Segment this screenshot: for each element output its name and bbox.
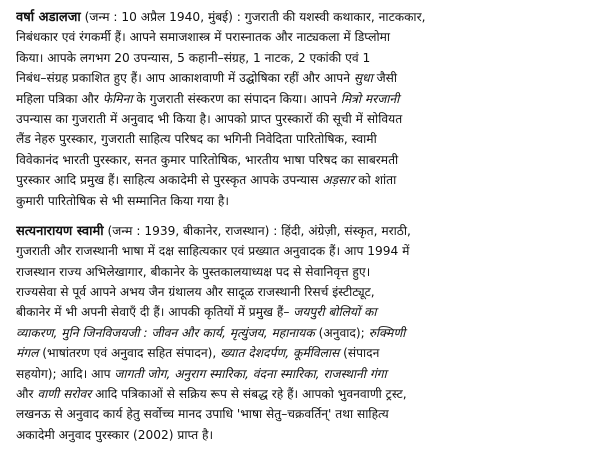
text-run: निबंध–संग्रह प्रकाशित हुए हैं। आप आकाशवाणी में उद्घोषिका रहीं और आपने bbox=[16, 71, 354, 86]
text-run: महिला पत्रिका और bbox=[16, 91, 103, 106]
work-title: अड़सार bbox=[322, 173, 355, 188]
text-line bbox=[16, 191, 586, 211]
text-run: (जन्म : 10 अप्रैल 1940, मुंबई) : गुजराती की यशस्वी कथाकार, नाटककार, bbox=[80, 10, 426, 24]
work-title: वाणी सरोवर bbox=[37, 387, 92, 402]
text-run: सहयोग); आदि। आप bbox=[16, 366, 115, 381]
text-line bbox=[16, 27, 586, 47]
text-run: (भाषांतरण एवं अनुवाद सहित संपादन), bbox=[38, 346, 221, 361]
text-line bbox=[16, 150, 586, 170]
text-run: किया। आपके लगभग 20 उपन्यास, 5 कहानी–संग्रह, 1 नाटक, 2 एकांकी एवं 1 bbox=[16, 50, 371, 65]
text-run: गुजराती और राजस्थानी भाषा में दक्ष साहित्यकार एवं प्रख्यात अनुवादक हैं। आप 1994 में bbox=[16, 244, 410, 259]
text-line bbox=[16, 48, 586, 68]
text-line bbox=[16, 170, 586, 190]
text-run: (अनुवाद); bbox=[314, 325, 369, 340]
text-line bbox=[16, 302, 586, 322]
author-name: सत्यनारायण स्वामी bbox=[16, 223, 104, 239]
work-title: जयपुरी बोलियों का bbox=[293, 305, 377, 320]
text-run: और bbox=[16, 387, 38, 402]
work-title: व्याकरण, मुनि जिनविजयजी : जीवन और कार्य, मृत्युंजय, महानायक bbox=[16, 325, 315, 340]
work-title: सुधा bbox=[353, 71, 373, 86]
text-run: को शांता bbox=[354, 173, 397, 188]
text-run: उपन्यास का गुजराती में अनुवाद भी किया है। आपको प्राप्त पुरस्कारों की सूची में सोवियत bbox=[16, 111, 403, 126]
text-line bbox=[16, 282, 586, 302]
text-run: (संपादन bbox=[339, 346, 380, 361]
text-run: लखनऊ से अनुवाद कार्य हेतु सर्वोच्च मानद उपाधि 'भाषा सेतु–चक्रवर्तिन्' तथा साहित्य bbox=[16, 407, 389, 422]
text-run: आदि पत्रिकाओं से सक्रिय रूप से संबद्ध रहे हैं। आपको भुवनवाणी ट्रस्ट, bbox=[91, 387, 407, 402]
text-line bbox=[16, 384, 586, 404]
text-line bbox=[16, 68, 586, 88]
text-run: बीकानेर में भी अपनी सेवाएँ दी हैं। आपकी कृतियों में प्रमुख हैं– bbox=[16, 305, 294, 320]
author-name: वर्षा अडालजा bbox=[16, 10, 81, 25]
text-line bbox=[16, 109, 586, 129]
text-run: कुमारी पारितोषिक से भी सम्मानित किया गया है। bbox=[16, 193, 230, 208]
work-title: रुक्मिणी bbox=[368, 325, 406, 340]
text-line bbox=[16, 7, 586, 27]
work-title: ख्यात देशदर्पण, कूर्मविलास bbox=[220, 346, 340, 361]
text-line bbox=[16, 343, 586, 363]
text-run: अकादेमी अनुवाद पुरस्कार (2002) प्राप्त है। bbox=[16, 427, 214, 442]
text-run: के गुजराती संस्करण का संपादन किया। आपने bbox=[132, 91, 341, 106]
text-run: (जन्म : 1939, बीकानेर, राजस्थान) : हिंदी, अंग्रेज़ी, संस्कृत, मराठी, bbox=[103, 223, 411, 238]
text-line bbox=[16, 404, 586, 424]
text-line bbox=[16, 89, 586, 109]
text-run: राजस्थान राज्य अभिलेखागार, बीकानेर के पुस्तकालयाध्यक्ष पद से सेवानिवृत्त हुए। bbox=[16, 264, 371, 279]
text-line bbox=[16, 425, 586, 445]
text-run: राज्यसेवा से पूर्व आपने अभय जैन ग्रंथालय और सादूळ राजस्थानी रिसर्च इंस्टीट्यूट, bbox=[16, 285, 375, 300]
text-line bbox=[16, 221, 586, 241]
text-run: लैंड नेहरु पुरस्कार, गुजराती साहित्य परिषद का भगिनी निवेदिता पारितोषिक, स्वामी bbox=[16, 132, 377, 147]
text-line bbox=[16, 262, 586, 282]
text-line bbox=[16, 364, 586, 384]
text-line bbox=[16, 241, 586, 261]
biography-entry-varsha-adalja bbox=[16, 7, 586, 211]
work-title: फेमिना bbox=[102, 91, 133, 106]
work-title: मित्रो मरजानी bbox=[340, 91, 400, 106]
text-run: पुरस्कार आदि प्रमुख हैं। साहित्य अकादेमी से पुरस्कृत आपके उपन्यास bbox=[16, 173, 323, 188]
text-run: विवेकानंद भारती पुरस्कार, सनत कुमार पारितोषिक, भारतीय भाषा परिषद का साबरमती bbox=[16, 152, 399, 167]
work-title: मंगल bbox=[16, 346, 39, 361]
text-line bbox=[16, 323, 586, 343]
text-run: जैसी bbox=[372, 71, 398, 86]
text-line bbox=[16, 129, 586, 149]
work-title: जागती जोग, अनुराग स्मारिका, वंदना स्मारिका, राजस्थानी गंगा bbox=[114, 366, 387, 381]
biography-entry-satyanarayan-swami bbox=[16, 221, 586, 445]
text-run: निबंधकार एवं रंगकर्मी हैं। आपने समाजशास्त्र में परास्नातक और नाट्यकला में डिप्लोमा bbox=[16, 30, 391, 45]
